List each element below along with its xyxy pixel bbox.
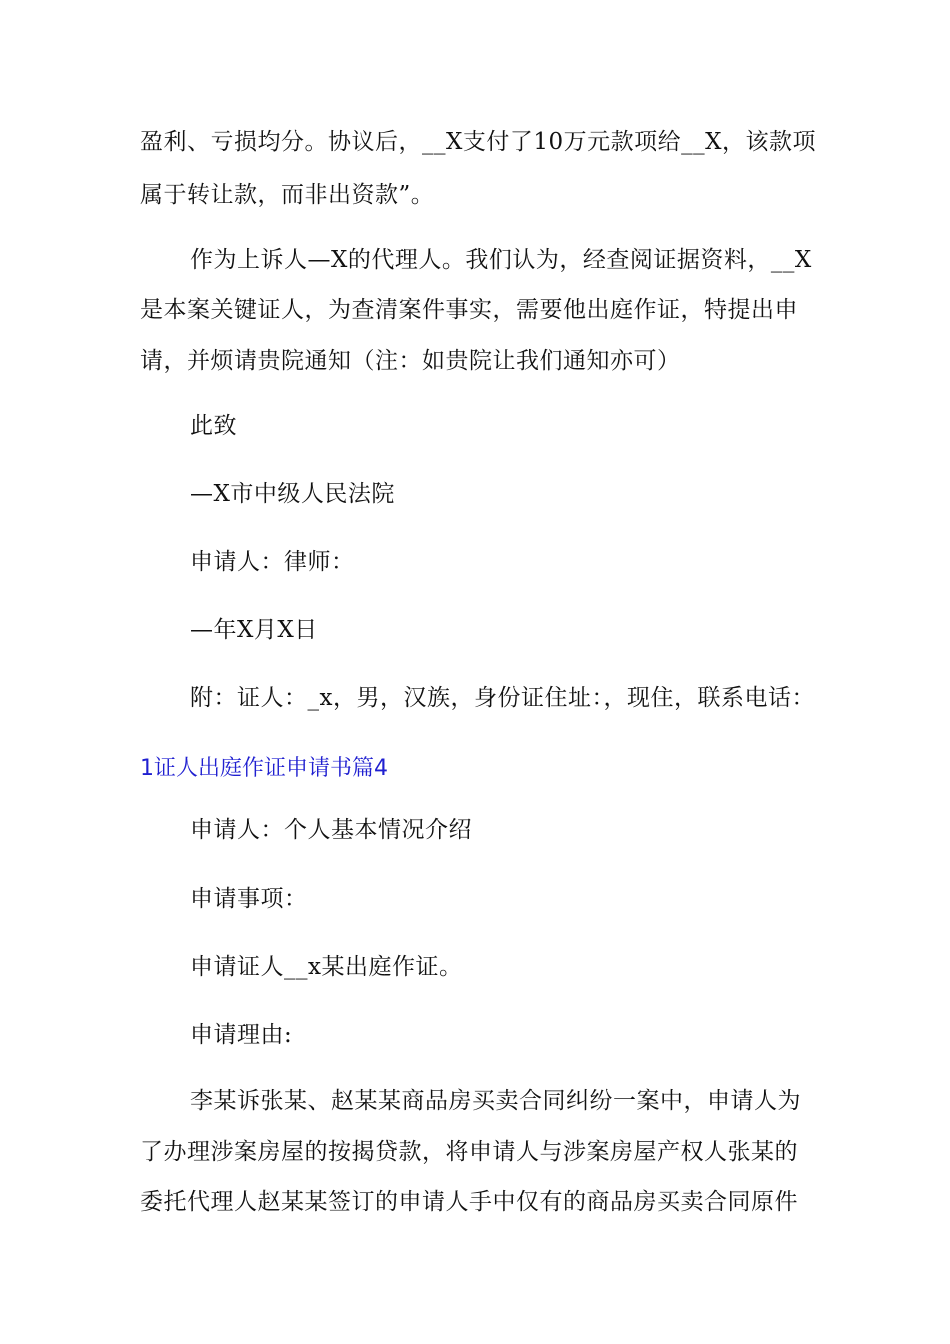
applicant-signature-line: 申请人：律师： <box>190 549 355 575</box>
paragraph-line: 请，并烦请贵院通知（注：如贵院让我们通知亦可） <box>140 348 681 374</box>
paragraph-line: 是本案关键证人，为查清案件事实，需要他出庭作证，特提出申 <box>140 297 798 323</box>
paragraph-line: 申请事项： <box>190 886 308 912</box>
section-heading: 1证人出庭作证申请书篇4 <box>140 756 388 781</box>
attachment-line: 附：证人：_x，男，汉族，身份证住址：，现住，联系电话： <box>190 685 815 711</box>
paragraph-line: 了办理涉案房屋的按揭贷款，将申请人与涉案房屋产权人张某的 <box>140 1139 798 1165</box>
paragraph-line: 作为上诉人—X的代理人。我们认为，经查阅证据资料，__X <box>190 247 812 273</box>
paragraph-line: 李某诉张某、赵某某商品房买卖合同纠纷一案中，申请人为 <box>190 1088 801 1114</box>
paragraph-line: 申请证人__x某出庭作证。 <box>190 954 463 980</box>
court-name: —X市中级人民法院 <box>190 481 395 507</box>
paragraph-line: 申请理由: <box>190 1022 293 1048</box>
paragraph-line: 申请人：个人基本情况介绍 <box>190 817 472 843</box>
paragraph-line: 属于转让款，而非出资款”。 <box>140 182 435 208</box>
closing-salutation: 此致 <box>190 413 237 439</box>
paragraph-line: 盈利、亏损均分。协议后，__X支付了10万元款项给__X，该款项 <box>140 129 817 155</box>
paragraph-line: 委托代理人赵某某签订的申请人手中仅有的商品房买卖合同原件 <box>140 1189 798 1215</box>
date-line: —年X月X日 <box>190 617 318 643</box>
